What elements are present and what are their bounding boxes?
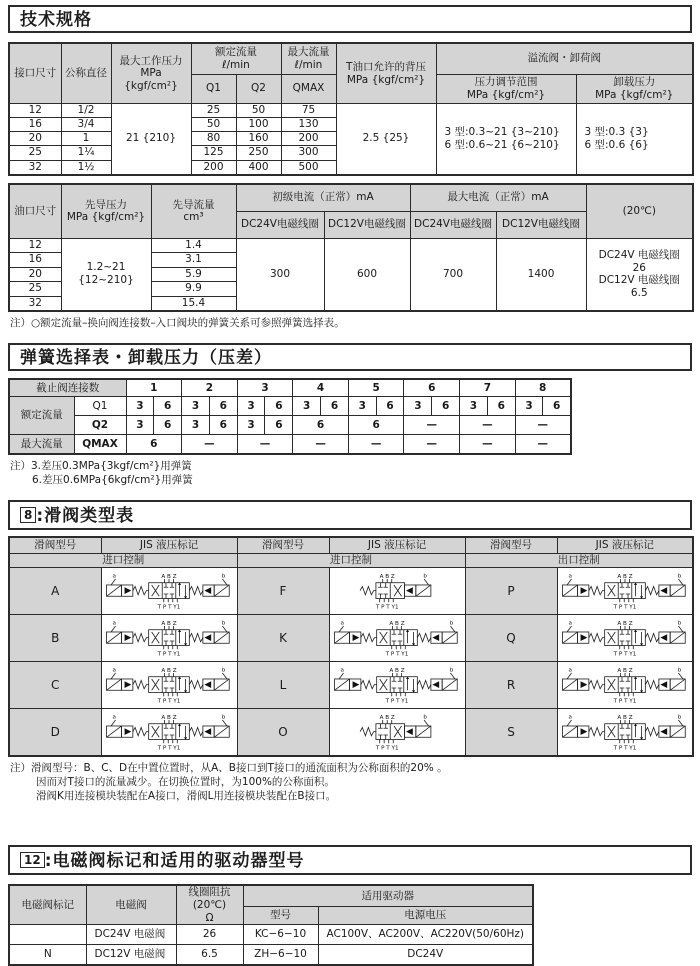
cell-qmax: 130 <box>281 118 336 132</box>
header-driver-model: 型号 <box>243 907 318 925</box>
cell-q1: 3 <box>404 397 432 416</box>
header-pilot-pressure-label: 先导压力 <box>85 198 127 211</box>
header-back-pressure <box>336 43 436 104</box>
cell-jis-symbol <box>329 662 465 709</box>
unload-line1: 3 型:0.3 {3} <box>584 126 649 139</box>
header-max-flow <box>281 43 336 75</box>
note-spool-2: 因而对T接口的流量减少。在切换位置时，为100%的公称面积。 <box>36 776 335 789</box>
header-outlet-control: 出口控制 <box>465 554 693 568</box>
cell-q1: 6 <box>432 397 460 416</box>
header-jis-mark: JIS 液压标记 <box>557 537 693 554</box>
cell-q1: 6 <box>265 397 293 416</box>
header-oil-port-size: 油口尺寸 <box>9 184 61 239</box>
section-title-spool <box>8 500 692 530</box>
cell-size: 32 <box>9 160 61 175</box>
cell-max-24: 700 <box>410 238 496 311</box>
table-row <box>9 104 693 118</box>
cell-q2: 3 <box>126 416 154 435</box>
header-coil-12v: DC12V电磁线圈 <box>496 211 586 238</box>
header-supply-voltage: 电源电压 <box>318 907 533 925</box>
header-max-pressure <box>111 43 191 104</box>
cell-q2: — <box>515 416 571 435</box>
cell-model: S <box>465 709 557 757</box>
cell-pilot-flow: 5.9 <box>151 267 236 282</box>
pressure-range-line1: 3 型:0.3~21 {3~210} <box>444 126 560 139</box>
header-pilot-pressure-unit: MPa {kgf/cm²} <box>66 211 146 224</box>
header-coil-24v: DC24V电磁线圈 <box>410 211 496 238</box>
header-rated-flow: 额定流量 <box>9 397 74 435</box>
cell-model: R <box>465 662 557 709</box>
coil-resistance-line: 6.5 <box>630 286 648 299</box>
cell-jis-symbol <box>101 568 237 615</box>
header-max-flow: 最大流量 <box>9 435 74 455</box>
cell-q1: 6 <box>321 397 349 416</box>
specs-table-2 <box>8 183 694 313</box>
cell-q1: 6 <box>543 397 571 416</box>
cell-q1: 25 <box>191 104 236 118</box>
cell-pilot-flow: 1.4 <box>151 238 236 253</box>
cell-size: 25 <box>9 282 61 297</box>
table-row <box>9 615 693 662</box>
table-row <box>9 435 571 455</box>
cell-qmax: — <box>293 435 349 455</box>
header-count: 3 <box>237 379 293 397</box>
table-row <box>9 397 571 416</box>
section-badge: 12 <box>20 852 45 868</box>
cell-q2: 6 <box>265 416 293 435</box>
cell-jis-symbol <box>329 709 465 757</box>
coil-resistance-line: DC24V 电磁线圈 <box>598 249 680 262</box>
cell-dia: 1½ <box>61 160 111 175</box>
header-qmax: QMAX <box>281 75 336 104</box>
cell-jis-symbol <box>329 615 465 662</box>
cell-valve: DC12V 电磁阀 <box>86 945 176 966</box>
header-spool-model: 滑阀型号 <box>237 537 329 554</box>
cell-q1: 3 <box>182 397 210 416</box>
cell-size: 12 <box>9 104 61 118</box>
header-pressure-range <box>436 75 576 104</box>
header-coil-24v: DC24V电磁线圈 <box>236 211 324 238</box>
header-rated-flow-label: 额定流量 <box>215 46 257 59</box>
header-back-pressure-unit: MPa {kgf/cm²} <box>346 73 426 86</box>
cell-jis-symbol <box>101 709 237 757</box>
cell-jis-symbol <box>101 662 237 709</box>
coil-impedance-line: (20℃) <box>192 898 227 911</box>
jis-symbol-double <box>105 712 233 752</box>
cell-jis-symbol <box>557 615 693 662</box>
cell-qmax: — <box>237 435 293 455</box>
cell-back-pressure: 2.5 {25} <box>336 104 436 175</box>
cell-driver-model: ZH−6−10 <box>243 945 318 966</box>
cell-q1: 50 <box>191 118 236 132</box>
cell-dia: 1 <box>61 132 111 146</box>
cell-max-pressure: 21 {210} <box>111 104 191 175</box>
cell-voltage: DC24V <box>318 945 533 966</box>
table-row <box>9 945 533 966</box>
jis-symbol-single <box>333 571 461 611</box>
cell-jis-symbol <box>101 615 237 662</box>
header-relief-unload: 溢流阀・卸荷阀 <box>436 43 693 75</box>
table-row <box>9 662 693 709</box>
cell-unload-pressure <box>576 104 693 175</box>
table-row <box>9 554 693 568</box>
spool-type-table <box>8 536 694 757</box>
jis-symbol-double <box>105 665 233 705</box>
cell-size: 32 <box>9 296 61 311</box>
header-count: 5 <box>348 379 404 397</box>
header-temp: (20℃) <box>586 184 693 239</box>
header-initial-current: 初级电流（正常）mA <box>236 184 410 212</box>
cell-qmax: — <box>515 435 571 455</box>
header-max-current: 最大电流（正常）mA <box>410 184 586 212</box>
jis-symbol-double <box>561 571 689 611</box>
header-coil-impedance <box>176 885 243 925</box>
table-row <box>9 379 571 397</box>
cell-q1: 6 <box>154 397 182 416</box>
cell-qmax: — <box>404 435 460 455</box>
cell-size: 20 <box>9 132 61 146</box>
coil-resistance-line: DC12V 电磁线圈 <box>598 274 680 287</box>
note-spool-3: 滑阀K用连接模块装配在A接口，滑阀L用连接模块装配在B接口。 <box>36 790 337 803</box>
cell-model: Q <box>465 615 557 662</box>
header-unload-pressure <box>576 75 693 104</box>
header-nominal-dia: 公称直径 <box>61 43 111 104</box>
cell-jis-symbol <box>557 709 693 757</box>
cell-q2: 160 <box>236 132 281 146</box>
table-row <box>9 537 693 554</box>
cell-q2: 50 <box>236 104 281 118</box>
header-rated-flow <box>191 43 281 75</box>
cell-pilot-flow: 9.9 <box>151 282 236 297</box>
header-pilot-flow <box>151 184 236 239</box>
cell-q1: 200 <box>191 160 236 175</box>
header-spool-model: 滑阀型号 <box>9 537 101 554</box>
header-count: 8 <box>515 379 571 397</box>
header-unload-pressure-unit: MPa {kgf/cm²} <box>595 89 674 101</box>
cell-q1: 6 <box>487 397 515 416</box>
cell-qmax: 75 <box>281 104 336 118</box>
header-q2: Q2 <box>236 75 281 104</box>
header-q1: Q1 <box>191 75 236 104</box>
cell-jis-symbol <box>557 568 693 615</box>
specs-table-1 <box>8 42 694 176</box>
cell-size: 20 <box>9 267 61 282</box>
jis-symbol-double <box>105 571 233 611</box>
cell-q2: 6 <box>209 416 237 435</box>
cell-q1: 6 <box>376 397 404 416</box>
header-solenoid-valve: 电磁阀 <box>86 885 176 925</box>
table-row <box>9 568 693 615</box>
cell-voltage: AC100V、AC200V、AC220V(50/60Hz) <box>318 925 533 945</box>
cell-resistance: 6.5 <box>176 945 243 966</box>
cell-size: 12 <box>9 238 61 253</box>
jis-symbol-double <box>561 618 689 658</box>
cell-pressure-range <box>436 104 576 175</box>
header-back-pressure-label: T油口允许的背压 <box>346 60 426 73</box>
jis-symbol-double <box>561 665 689 705</box>
header-qmax: QMAX <box>74 435 126 455</box>
header-jis-mark: JIS 液压标记 <box>329 537 465 554</box>
coil-impedance-line: 线圈阻抗 <box>188 886 231 899</box>
unload-line2: 6 型:0.6 {6} <box>584 138 649 151</box>
cell-initial-24: 300 <box>236 238 324 311</box>
cell-q2: — <box>460 416 516 435</box>
cell-model: A <box>9 568 101 615</box>
cell-q1: 3 <box>293 397 321 416</box>
jis-symbol-double <box>333 618 461 658</box>
section-title-spring <box>8 343 692 371</box>
note-table2: 注）○额定流量–换向阀连接数–入口阀块的弹簧关系可参照弹簧选择表。 <box>10 317 345 330</box>
header-pilot-flow-label: 先导流量 <box>172 198 215 211</box>
cell-q2: — <box>404 416 460 435</box>
cell-size: 16 <box>9 253 61 268</box>
cell-q2: 3 <box>182 416 210 435</box>
table-row <box>9 238 693 253</box>
cell-pilot-pressure: 1.2~21 {12~210} <box>61 238 151 311</box>
cell-initial-12: 600 <box>324 238 410 311</box>
cell-q2: 400 <box>236 160 281 175</box>
header-max-flow-label: 最大流量 <box>287 46 330 59</box>
header-q2: Q2 <box>74 416 126 435</box>
jis-symbol-double <box>333 665 461 705</box>
cell-mark: N <box>9 945 86 966</box>
header-count: 1 <box>126 379 182 397</box>
cell-pilot-flow: 15.4 <box>151 296 236 311</box>
cell-size: 16 <box>9 118 61 132</box>
cell-qmax: 300 <box>281 146 336 160</box>
section-title-specs <box>8 5 692 33</box>
cell-dia: 3/4 <box>61 118 111 132</box>
table-row <box>9 709 693 757</box>
section-title-solenoid <box>8 845 692 875</box>
cell-qmax: 500 <box>281 160 336 175</box>
cell-q2: 6 <box>348 416 404 435</box>
section-title-text: 技术规格 <box>20 10 92 30</box>
header-applicable-driver: 适用驱动器 <box>243 885 533 907</box>
cell-model: C <box>9 662 101 709</box>
jis-symbol-double <box>561 712 689 752</box>
header-count: 2 <box>182 379 238 397</box>
note-spring-2: 6.差压0.6MPa{6kgf/cm²}用弹簧 <box>32 474 193 487</box>
header-rated-flow-unit: ℓ/min <box>222 59 250 71</box>
cell-qmax: — <box>460 435 516 455</box>
cell-q1: 3 <box>126 397 154 416</box>
cell-coil-resistance <box>586 238 693 311</box>
table-row <box>9 885 533 907</box>
pressure-range-line2: 6 型:0.6~21 {6~210} <box>444 138 560 151</box>
cell-q1: 80 <box>191 132 236 146</box>
header-coil-12v: DC12V电磁线圈 <box>324 211 410 238</box>
cell-model: O <box>237 709 329 757</box>
cell-model: F <box>237 568 329 615</box>
cell-max-12: 1400 <box>496 238 586 311</box>
header-count: 7 <box>460 379 516 397</box>
cell-jis-symbol <box>329 568 465 615</box>
cell-q2: 250 <box>236 146 281 160</box>
header-inlet-control: 进口控制 <box>9 554 237 568</box>
cell-model: P <box>465 568 557 615</box>
table-row <box>9 416 571 435</box>
table-row <box>9 925 533 945</box>
header-q1: Q1 <box>74 397 126 416</box>
cell-model: D <box>9 709 101 757</box>
cell-dia: 1¼ <box>61 146 111 160</box>
cell-q1: 6 <box>209 397 237 416</box>
cell-valve: DC24V 电磁阀 <box>86 925 176 945</box>
header-jis-mark: JIS 液压标记 <box>101 537 237 554</box>
jis-symbol-double <box>105 618 233 658</box>
section-title-text: :电磁阀标记和适用的驱动器型号 <box>44 851 305 872</box>
header-max-pressure-label: 最大工作压力 <box>119 54 183 67</box>
header-connections: 截止阀连接数 <box>9 379 126 397</box>
coil-resistance-line: 26 <box>632 261 646 274</box>
header-pressure-range-unit: MPa {kgf/cm²} <box>466 89 546 101</box>
header-solenoid-mark: 电磁阀标记 <box>9 885 86 925</box>
cell-qmax: — <box>182 435 238 455</box>
cell-resistance: 26 <box>176 925 243 945</box>
cell-q2: 6 <box>154 416 182 435</box>
cell-pilot-flow: 3.1 <box>151 253 236 268</box>
header-unload-pressure-label: 卸载压力 <box>613 76 656 89</box>
cell-q1: 3 <box>460 397 488 416</box>
section-badge: 8 <box>20 507 36 523</box>
header-pilot-pressure <box>61 184 151 239</box>
cell-q2: 6 <box>293 416 349 435</box>
cell-q2: 100 <box>236 118 281 132</box>
section-title-text: 弹簧选择表・卸载压力（压差） <box>20 348 272 369</box>
cell-qmax: 6 <box>126 435 182 455</box>
jis-symbol-single <box>333 712 461 752</box>
cell-model: B <box>9 615 101 662</box>
spring-table <box>8 378 572 455</box>
cell-model: K <box>237 615 329 662</box>
note-spool-1: 注）滑阀型号：B、C、D在中置位置时，从A、B接口到T接口的通流面积为公称面积的20% 。 <box>10 762 448 775</box>
cell-q2: 3 <box>237 416 265 435</box>
solenoid-table <box>8 884 534 966</box>
cell-q1: 3 <box>515 397 543 416</box>
cell-model: L <box>237 662 329 709</box>
cell-q1: 3 <box>237 397 265 416</box>
cell-q1: 125 <box>191 146 236 160</box>
header-inlet-control: 进口控制 <box>237 554 465 568</box>
header-spool-model: 滑阀型号 <box>465 537 557 554</box>
cell-q1: 3 <box>348 397 376 416</box>
header-port-size: 接口尺寸 <box>9 43 61 104</box>
header-max-pressure-unit: MPa {kgf/cm²} <box>124 67 178 92</box>
section-title-text: :滑阀类型表 <box>36 506 135 527</box>
header-count: 6 <box>404 379 460 397</box>
header-pilot-flow-unit: cm³ <box>183 211 204 224</box>
cell-qmax: 200 <box>281 132 336 146</box>
header-pressure-range-label: 压力调节范围 <box>474 76 538 89</box>
note-spring-1: 注）3.差压0.3MPa{3kgf/cm²}用弹簧 <box>10 460 192 473</box>
cell-jis-symbol <box>557 662 693 709</box>
header-max-flow-unit: ℓ/min <box>294 59 323 71</box>
cell-driver-model: KC−6−10 <box>243 925 318 945</box>
cell-qmax: — <box>348 435 404 455</box>
cell-mark <box>9 925 86 945</box>
cell-dia: 1/2 <box>61 104 111 118</box>
coil-impedance-line: Ω <box>205 911 214 924</box>
header-count: 4 <box>293 379 349 397</box>
cell-size: 25 <box>9 146 61 160</box>
